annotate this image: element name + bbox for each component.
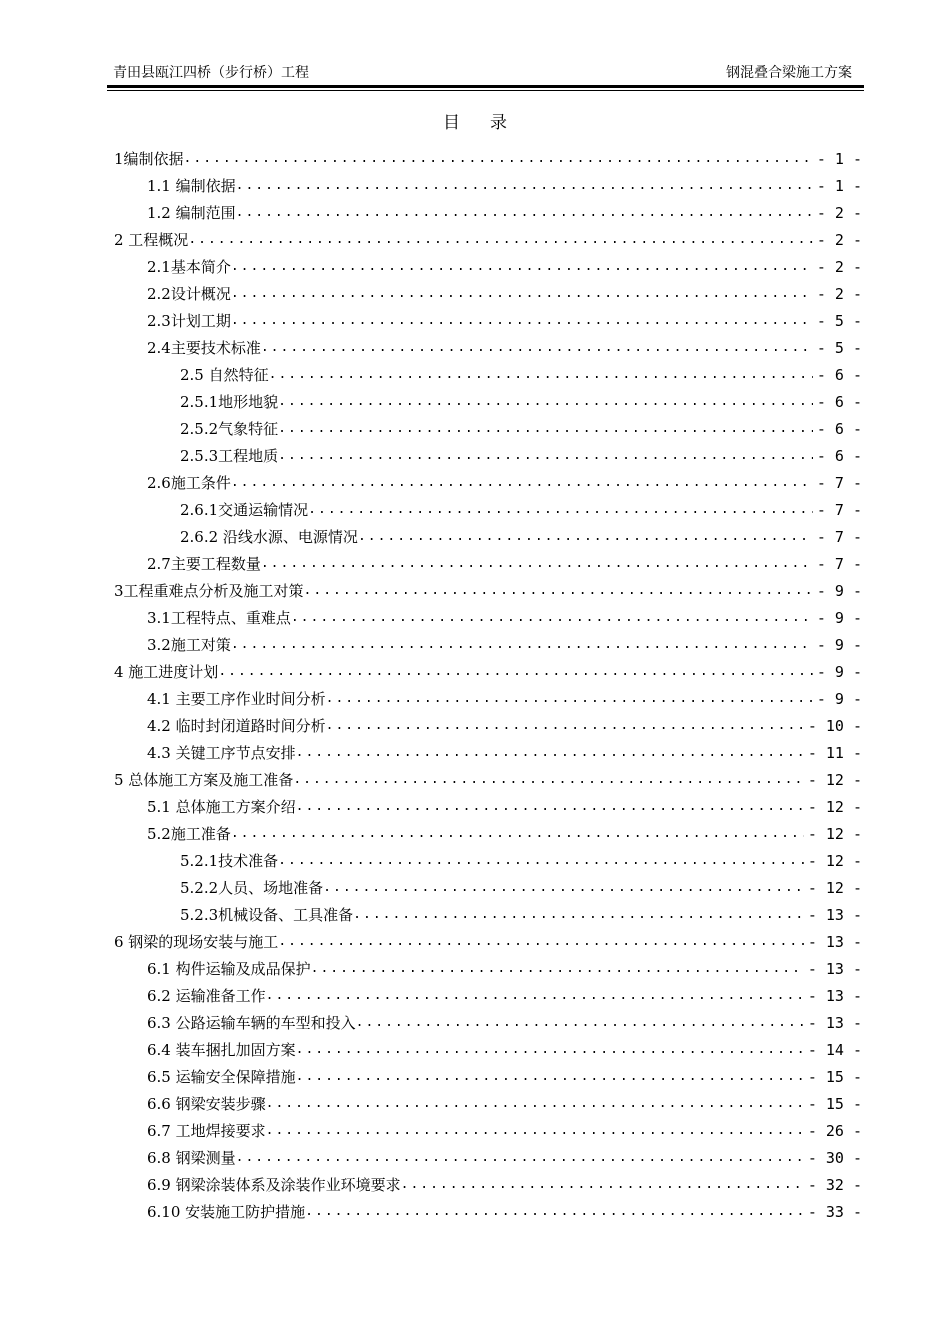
toc-leader-dots xyxy=(231,637,813,652)
toc-entry-title: 6.7 工地焊接要求 xyxy=(147,1122,266,1140)
toc-leader-dots xyxy=(326,691,813,706)
toc-entry-page: - 13 - xyxy=(807,959,862,978)
toc-entry[interactable] xyxy=(114,685,862,712)
toc-leader-dots xyxy=(358,529,813,544)
toc-leader-dots xyxy=(296,1069,804,1084)
toc-entry-page: - 30 - xyxy=(807,1148,862,1167)
toc-entry-title: 6.8 钢梁测量 xyxy=(147,1149,236,1167)
toc-entry[interactable] xyxy=(114,928,862,955)
toc-leader-dots xyxy=(296,745,804,760)
toc-entry[interactable] xyxy=(114,1198,862,1225)
toc-entry-page: - 9 - xyxy=(816,662,862,681)
header-rule-thick xyxy=(107,85,864,88)
toc-entry-page: - 6 - xyxy=(816,446,862,465)
toc-entry[interactable] xyxy=(114,982,862,1009)
toc-leader-dots xyxy=(266,1096,804,1111)
toc-entry-page: - 6 - xyxy=(816,365,862,384)
toc-leader-dots xyxy=(236,1150,804,1165)
toc-entry-title: 6.9 钢梁涂装体系及涂装作业环境要求 xyxy=(147,1176,401,1194)
toc-entry-title: 2.7主要工程数量 xyxy=(147,555,261,573)
toc-entry[interactable] xyxy=(114,496,862,523)
toc-entry-page: - 11 - xyxy=(807,743,862,762)
header-document-title: 钢混叠合梁施工方案 xyxy=(726,65,852,81)
toc-leader-dots xyxy=(231,286,813,301)
toc-entry[interactable] xyxy=(114,172,862,199)
toc-entry-page: - 2 - xyxy=(816,257,862,276)
toc-entry-title: 1.1 编制依据 xyxy=(147,177,236,195)
toc-entry-page: - 2 - xyxy=(816,284,862,303)
toc-entry-title: 5.2施工准备 xyxy=(147,825,231,843)
toc-entry[interactable] xyxy=(114,1090,862,1117)
toc-leader-dots xyxy=(266,1123,804,1138)
toc-entry-page: - 13 - xyxy=(807,986,862,1005)
toc-leader-dots xyxy=(304,583,813,598)
toc-entry[interactable] xyxy=(114,469,862,496)
toc-entry[interactable] xyxy=(114,631,862,658)
toc-entry[interactable] xyxy=(114,739,862,766)
toc-leader-dots xyxy=(266,988,804,1003)
toc-entry[interactable] xyxy=(114,793,862,820)
toc-entry[interactable] xyxy=(114,280,862,307)
toc-entry-title: 2.5 自然特征 xyxy=(180,366,269,384)
toc-entry-page: - 2 - xyxy=(816,203,862,222)
header-rule-thin xyxy=(107,90,864,91)
toc-entry-title: 2.5.1地形地貌 xyxy=(180,393,279,411)
toc-leader-dots xyxy=(326,718,804,733)
toc-leader-dots xyxy=(278,853,804,868)
toc-entry-page: - 1 - xyxy=(816,176,862,195)
toc-entry-page: - 1 - xyxy=(816,149,862,168)
toc-entry[interactable] xyxy=(114,820,862,847)
toc-entry[interactable] xyxy=(114,955,862,982)
toc-entry-page: - 9 - xyxy=(816,581,862,600)
toc-leader-dots xyxy=(278,448,813,463)
toc-entry-title: 4.1 主要工序作业时间分析 xyxy=(147,690,326,708)
toc-entry-page: - 12 - xyxy=(807,797,862,816)
toc-entry[interactable] xyxy=(114,307,862,334)
toc-leader-dots xyxy=(311,961,804,976)
toc-leader-dots xyxy=(293,772,803,787)
toc-leader-dots xyxy=(236,178,813,193)
toc-entry[interactable] xyxy=(114,1144,862,1171)
toc-entry-title: 6.1 构件运输及成品保护 xyxy=(147,960,311,978)
toc-entry-title: 3工程重难点分析及施工对策 xyxy=(114,582,304,600)
toc-entry[interactable] xyxy=(114,874,862,901)
toc-entry[interactable] xyxy=(114,523,862,550)
toc-entry-title: 6.2 运输准备工作 xyxy=(147,987,266,1005)
toc-entry-title: 6.4 装车捆扎加固方案 xyxy=(147,1041,296,1059)
toc-leader-dots xyxy=(231,826,804,841)
toc-entry[interactable] xyxy=(114,577,862,604)
toc-entry[interactable] xyxy=(114,361,862,388)
toc-leader-dots xyxy=(218,664,813,679)
toc-entry-title: 1.2 编制范围 xyxy=(147,204,236,222)
toc-entry-page: - 9 - xyxy=(816,608,862,627)
toc-entry[interactable] xyxy=(114,388,862,415)
toc-entry-page: - 33 - xyxy=(807,1202,862,1221)
toc-entry-title: 5.2.2人员、场地准备 xyxy=(180,879,324,897)
toc-entry-title: 2.2设计概况 xyxy=(147,285,231,303)
toc-leader-dots xyxy=(323,880,804,895)
toc-entry-page: - 5 - xyxy=(816,338,862,357)
header-project-name: 青田县瓯江四桥（步行桥）工程 xyxy=(113,65,309,81)
toc-leader-dots xyxy=(188,232,813,247)
toc-entry[interactable] xyxy=(114,847,862,874)
toc-entry-title: 6.3 公路运输车辆的车型和投入 xyxy=(147,1014,356,1032)
toc-leader-dots xyxy=(236,205,813,220)
toc-entry-title: 2.5.2气象特征 xyxy=(180,420,279,438)
toc-entry-title: 2.5.3工程地质 xyxy=(180,447,279,465)
toc-entry[interactable] xyxy=(114,1117,862,1144)
toc-entry-page: - 10 - xyxy=(807,716,862,735)
toc-entry[interactable] xyxy=(114,253,862,280)
toc-entry[interactable] xyxy=(114,334,862,361)
toc-entry-title: 2.3计划工期 xyxy=(147,312,231,330)
toc-entry-page: - 32 - xyxy=(807,1175,862,1194)
toc-entry-title: 2.6.2 沿线水源、电源情况 xyxy=(180,528,358,546)
toc-entry-page: - 13 - xyxy=(807,932,862,951)
table-of-contents xyxy=(114,145,862,1225)
toc-entry-page: - 7 - xyxy=(816,527,862,546)
toc-leader-dots xyxy=(296,799,804,814)
toc-entry-title: 3.1工程特点、重难点 xyxy=(147,609,291,627)
toc-leader-dots xyxy=(353,907,804,922)
toc-entry-page: - 12 - xyxy=(807,824,862,843)
toc-entry-title: 5 总体施工方案及施工准备 xyxy=(114,771,294,789)
toc-entry[interactable] xyxy=(114,145,862,172)
toc-entry-page: - 13 - xyxy=(807,905,862,924)
toc-entry[interactable] xyxy=(114,550,862,577)
toc-entry-title: 4.3 关键工序节点安排 xyxy=(147,744,296,762)
toc-entry[interactable] xyxy=(114,199,862,226)
toc-entry-title: 2.6施工条件 xyxy=(147,474,231,492)
toc-entry[interactable] xyxy=(114,901,862,928)
toc-entry-page: - 7 - xyxy=(816,554,862,573)
toc-entry[interactable] xyxy=(114,415,862,442)
toc-entry-title: 2.6.1交通运输情况 xyxy=(180,501,309,519)
toc-entry[interactable] xyxy=(114,712,862,739)
toc-entry-title: 6.5 运输安全保障措施 xyxy=(147,1068,296,1086)
toc-entry-page: - 15 - xyxy=(807,1094,862,1113)
toc-entry-title: 2.1基本简介 xyxy=(147,258,231,276)
toc-entry-page: - 14 - xyxy=(807,1040,862,1059)
toc-entry-page: - 12 - xyxy=(807,851,862,870)
toc-entry-page: - 15 - xyxy=(807,1067,862,1086)
toc-entry-title: 2 工程概况 xyxy=(114,231,189,249)
toc-entry-title: 4.2 临时封闭道路时间分析 xyxy=(147,717,326,735)
toc-entry[interactable] xyxy=(114,1171,862,1198)
toc-entry[interactable] xyxy=(114,604,862,631)
toc-entry-page: - 5 - xyxy=(816,311,862,330)
toc-entry-page: - 26 - xyxy=(807,1121,862,1140)
toc-leader-dots xyxy=(296,1042,804,1057)
toc-entry-title: 5.2.1技术准备 xyxy=(180,852,279,870)
page-header xyxy=(107,60,864,82)
toc-leader-dots xyxy=(231,475,813,490)
toc-entry-title: 6.6 钢梁安装步骤 xyxy=(147,1095,266,1113)
toc-entry[interactable] xyxy=(114,1009,862,1036)
toc-leader-dots xyxy=(305,1204,804,1219)
toc-entry-page: - 12 - xyxy=(807,878,862,897)
toc-leader-dots xyxy=(278,934,803,949)
toc-leader-dots xyxy=(231,259,813,274)
toc-entry-title: 1编制依据 xyxy=(114,150,184,168)
toc-leader-dots xyxy=(356,1015,804,1030)
toc-entry-page: - 6 - xyxy=(816,419,862,438)
toc-entry[interactable] xyxy=(114,658,862,685)
toc-entry-page: - 9 - xyxy=(816,635,862,654)
toc-entry-title: 6.10 安装施工防护措施 xyxy=(147,1203,306,1221)
toc-entry-title: 2.4主要技术标准 xyxy=(147,339,261,357)
toc-entry[interactable] xyxy=(114,226,862,253)
toc-title: 目录 xyxy=(443,113,537,133)
toc-entry-page: - 2 - xyxy=(816,230,862,249)
toc-entry[interactable] xyxy=(114,766,862,793)
toc-entry-page: - 12 - xyxy=(807,770,862,789)
toc-entry[interactable] xyxy=(114,442,862,469)
toc-leader-dots xyxy=(261,556,813,571)
toc-entry-page: - 7 - xyxy=(816,473,862,492)
toc-leader-dots xyxy=(231,313,813,328)
toc-entry-page: - 13 - xyxy=(807,1013,862,1032)
toc-leader-dots xyxy=(401,1177,804,1192)
toc-entry-page: - 9 - xyxy=(816,689,862,708)
toc-entry[interactable] xyxy=(114,1063,862,1090)
toc-leader-dots xyxy=(269,367,813,382)
toc-leader-dots xyxy=(291,610,813,625)
toc-entry-title: 5.1 总体施工方案介绍 xyxy=(147,798,296,816)
toc-leader-dots xyxy=(278,394,813,409)
toc-entry-title: 3.2施工对策 xyxy=(147,636,231,654)
toc-entry-title: 6 钢梁的现场安装与施工 xyxy=(114,933,279,951)
toc-entry-title: 4 施工进度计划 xyxy=(114,663,219,681)
toc-leader-dots xyxy=(261,340,813,355)
toc-leader-dots xyxy=(278,421,813,436)
toc-leader-dots xyxy=(184,151,813,166)
toc-entry-title: 5.2.3机械设备、工具准备 xyxy=(180,906,354,924)
toc-entry-page: - 6 - xyxy=(816,392,862,411)
toc-entry[interactable] xyxy=(114,1036,862,1063)
toc-leader-dots xyxy=(308,502,813,517)
toc-entry-page: - 7 - xyxy=(816,500,862,519)
